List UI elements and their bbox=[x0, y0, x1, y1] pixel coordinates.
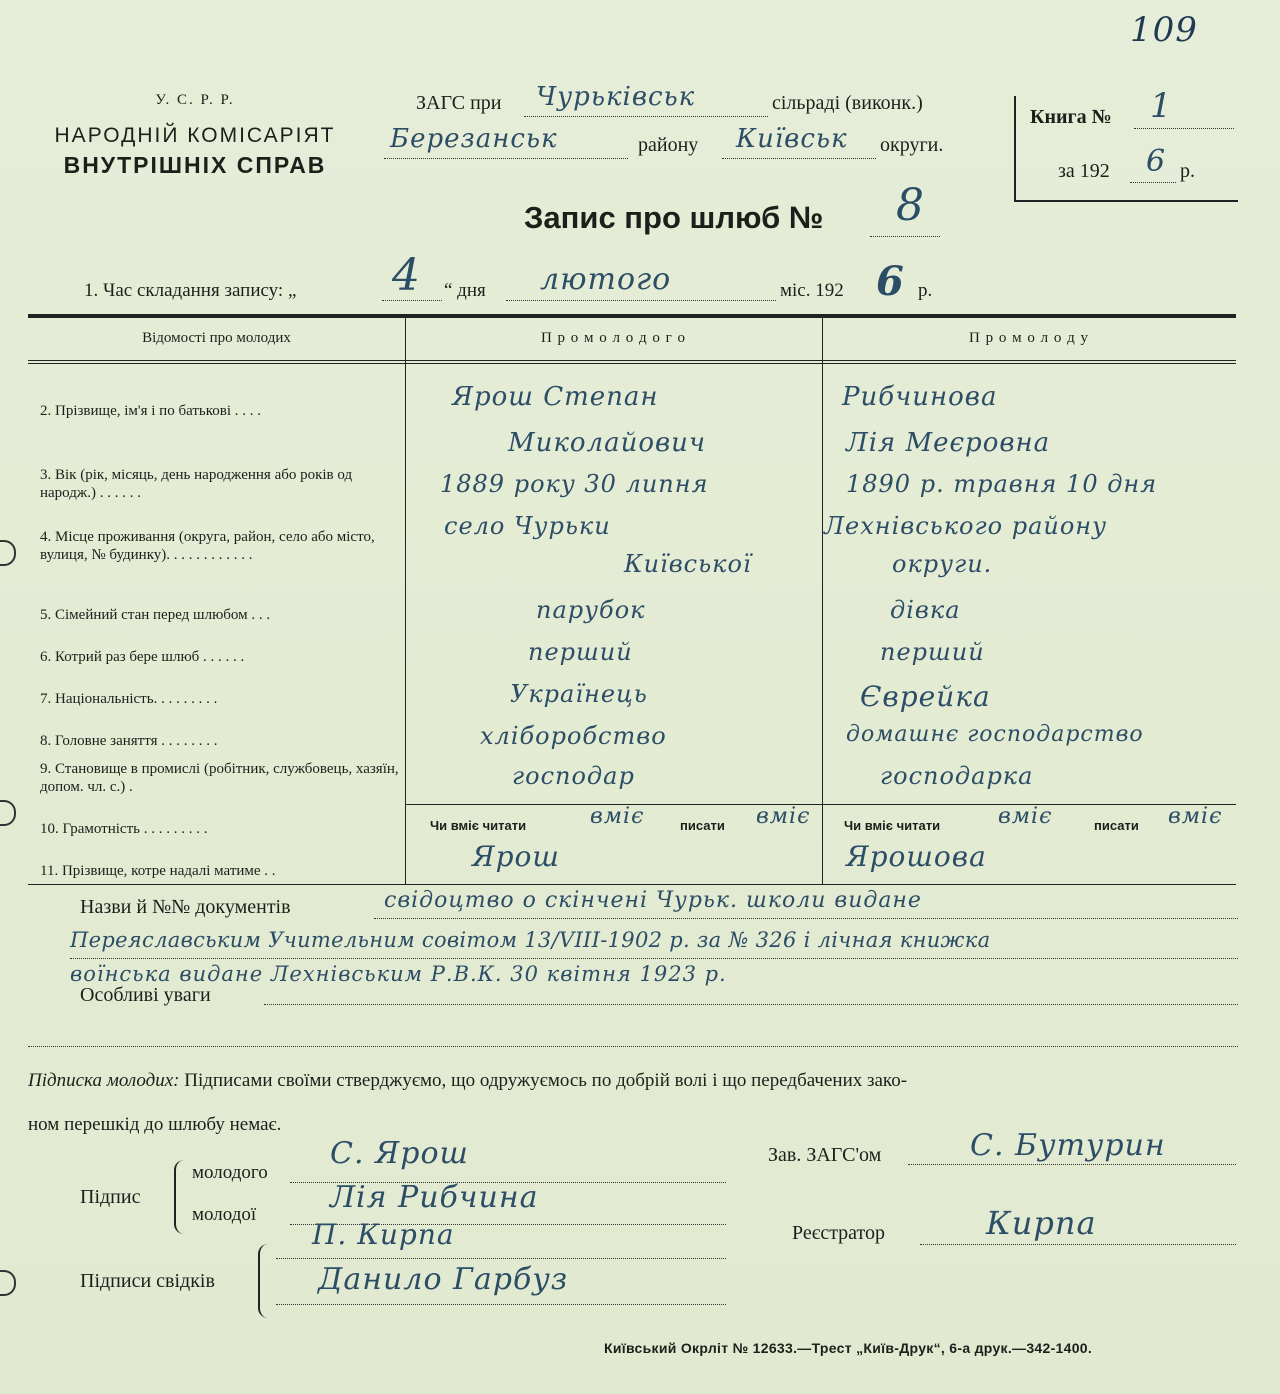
literacy-rule bbox=[405, 804, 1236, 805]
zags-council-label: сільраді (виконк.) bbox=[772, 92, 923, 114]
groom-residence: село Чурьки bbox=[444, 512, 611, 540]
authority-commissariat: НАРОДНІЙ КОМІСАРІЯТ bbox=[54, 124, 336, 147]
zags-okrug-handwritten: Київськ bbox=[736, 124, 848, 154]
signature-groom-handwritten: С. Ярош bbox=[330, 1136, 469, 1171]
punch-hole bbox=[0, 800, 16, 826]
witness-2-line bbox=[276, 1304, 726, 1305]
authority-internal-affairs: ВНУТРІШНІХ СПРАВ bbox=[63, 152, 327, 178]
bride-birth: 1890 р. травня 10 дня bbox=[846, 470, 1158, 498]
page-number: 109 bbox=[1130, 10, 1198, 50]
punch-hole bbox=[0, 1270, 16, 1296]
time-month-line bbox=[506, 300, 776, 301]
row-label-marriage-count: 6. Котрий раз бере шлюб . . . . . . bbox=[40, 649, 245, 665]
witness-1-handwritten: П. Кирпа bbox=[312, 1218, 455, 1251]
groom-name: Ярош Степан bbox=[452, 382, 659, 412]
documents-text-3: воїнська видане Лехнівським Р.В.К. 30 квітня 1923 р. bbox=[70, 962, 727, 986]
groom-write-label: писати bbox=[680, 818, 725, 833]
bride-residence: Лехнівського району bbox=[824, 512, 1108, 540]
time-year-handwritten: 6 bbox=[876, 258, 905, 305]
registrar-handwritten: Кирпа bbox=[986, 1204, 1097, 1242]
col-header-groom: П р о м о л о д о г о bbox=[540, 330, 687, 346]
row-label-occupation: 8. Головне заняття . . . . . . . . bbox=[40, 733, 218, 749]
table-header-rule bbox=[28, 360, 1236, 361]
witness-1-line bbox=[276, 1258, 726, 1259]
book-year-suffix: р. bbox=[1180, 160, 1195, 182]
groom-patronymic: Миколайович bbox=[508, 428, 707, 458]
notes-line-1 bbox=[264, 1004, 1238, 1005]
witness-2-handwritten: Данило Гарбуз bbox=[318, 1262, 569, 1297]
notes-label: Особливі уваги bbox=[80, 984, 211, 1006]
groom-okrug: Київської bbox=[624, 550, 752, 578]
zags-head-line bbox=[908, 1164, 1236, 1165]
bride-future-surname: Ярошова bbox=[846, 840, 987, 873]
bride-write-value: вміє bbox=[1168, 804, 1223, 829]
groom-read-value: вміє bbox=[590, 804, 645, 829]
witnesses-brace bbox=[258, 1244, 270, 1318]
groom-marriage-count: перший bbox=[528, 638, 633, 666]
documents-label: Назви й №№ документів bbox=[80, 896, 291, 918]
registrar-label: Реєстратор bbox=[792, 1222, 886, 1244]
row-label-residence: 4. Місце проживання (округа, район, село або місто, вулиця, № будинку). . . . . . . . . . . . bbox=[40, 529, 375, 563]
groom-future-surname: Ярош bbox=[472, 840, 560, 873]
time-day-handwritten: 4 bbox=[392, 250, 421, 301]
groom-birth: 1889 року 30 липня bbox=[440, 470, 709, 498]
bride-occupation: домашнє господарство bbox=[846, 722, 1144, 747]
table-bottom-rule bbox=[28, 884, 1236, 885]
bride-nationality: Єврейка bbox=[860, 680, 991, 713]
zags-district-handwritten: Березанськ bbox=[390, 124, 558, 154]
documents-text-2: Переяславським Учительним совітом 13/VIII-1902 р. за № 326 і лічная книжка bbox=[70, 928, 991, 952]
signature-label: Підпис bbox=[80, 1186, 141, 1208]
bride-marital: дівка bbox=[890, 596, 961, 624]
declaration-text-2: ном перешкід до шлюбу немає. bbox=[28, 1114, 282, 1135]
groom-nationality: Українець bbox=[510, 680, 648, 708]
col-header-info: Відомості про молодих bbox=[142, 330, 291, 346]
record-number-handwritten: 8 bbox=[896, 180, 925, 231]
row-label-nationality: 7. Національність. . . . . . . . . bbox=[40, 691, 218, 707]
registrar-line bbox=[920, 1244, 1236, 1245]
bride-surname: Рибчинова bbox=[842, 382, 998, 412]
time-month-label: міс. 192 bbox=[780, 280, 844, 301]
time-month-handwritten: лютого bbox=[540, 262, 672, 297]
groom-read-label: Чи вміє читати bbox=[430, 818, 527, 833]
book-year-line bbox=[1130, 182, 1176, 183]
row-label-literacy: 10. Грамотність . . . . . . . . . bbox=[40, 821, 208, 837]
book-number-handwritten: 1 bbox=[1150, 86, 1173, 126]
table-col-divider-2 bbox=[822, 318, 823, 884]
row-label-marital: 5. Сімейний стан перед шлюбом . . . bbox=[40, 607, 271, 623]
groom-marital: парубок bbox=[536, 596, 646, 624]
declaration bbox=[28, 1070, 1238, 1092]
signature-bride-label: молодої bbox=[192, 1204, 257, 1225]
punch-hole bbox=[0, 540, 16, 566]
bride-name: Лія Меєровна bbox=[846, 428, 1051, 458]
groom-occupation: хліборобство bbox=[480, 722, 667, 750]
book-year-prefix: за 192 bbox=[1058, 160, 1110, 182]
zags-okrug-label: округи. bbox=[880, 134, 944, 156]
table-top-rule bbox=[28, 314, 1236, 318]
bride-write-label: писати bbox=[1094, 818, 1139, 833]
authority-ussr: У. С. Р. Р. bbox=[155, 92, 235, 108]
record-title: Запис про шлюб № bbox=[524, 200, 824, 235]
bride-read-value: вміє bbox=[998, 804, 1053, 829]
time-year-suffix: р. bbox=[918, 280, 933, 301]
witnesses-label: Підписи свідків bbox=[80, 1270, 215, 1292]
row-label-status: 9. Становище в промислі (робітник, службовець, хазяїн, допом. чл. с.) . bbox=[40, 761, 399, 795]
groom-status: господар bbox=[512, 762, 635, 790]
zags-head-handwritten: С. Бутурин bbox=[970, 1128, 1166, 1163]
groom-write-value: вміє bbox=[756, 804, 811, 829]
documents-text-1: свідоцтво о скінчені Чурьк. школи видане bbox=[384, 888, 922, 913]
documents-line-1 bbox=[374, 918, 1238, 919]
row-label-name: 2. Прізвище, ім'я і по батькові . . . . bbox=[40, 403, 262, 419]
book-number-line bbox=[1134, 128, 1234, 129]
book-year-handwritten: 6 bbox=[1146, 144, 1167, 179]
zags-village-line bbox=[524, 116, 768, 117]
row-label-surname: 11. Прізвище, котре надалі матиме . . bbox=[40, 863, 276, 879]
signature-bride-handwritten: Лія Рибчина bbox=[330, 1180, 539, 1215]
zags-head-label: Зав. ЗАГС'ом bbox=[768, 1144, 882, 1166]
printer-imprint: Київський Окрліт № 12633.—Трест „Київ-Друк“, 6-а друк.—342-1400. bbox=[604, 1340, 1093, 1356]
bride-status: господарка bbox=[880, 762, 1034, 790]
bride-marriage-count: перший bbox=[880, 638, 985, 666]
col-header-bride: П р о м о л о д у bbox=[969, 330, 1089, 346]
row-label-age: 3. Вік (рік, місяць, день народження або років од народж.) . . . . . . bbox=[40, 467, 353, 501]
record-number-line bbox=[870, 236, 940, 237]
declaration-lead: Підписка молодих: bbox=[28, 1070, 180, 1091]
zags-district-line bbox=[384, 158, 628, 159]
zags-okrug-line bbox=[722, 158, 876, 159]
book-label: Книга № bbox=[1030, 106, 1112, 128]
zags-village-handwritten: Чурьківськ bbox=[536, 82, 696, 112]
declaration-text-1: Підписами своїми стверджуємо, що одружуємось по добрій волі і що передбачених зако- bbox=[184, 1070, 908, 1091]
table-header-rule-2 bbox=[28, 363, 1236, 364]
notes-line-2 bbox=[28, 1046, 1238, 1047]
time-label: 1. Час складання запису: „ bbox=[84, 280, 297, 301]
table-col-divider-1 bbox=[405, 318, 406, 884]
time-day-label: “ дня bbox=[444, 280, 486, 301]
documents-line-2 bbox=[70, 958, 1238, 959]
zags-district-label: району bbox=[638, 134, 699, 156]
signature-groom-label: молодого bbox=[192, 1162, 268, 1183]
bride-read-label: Чи вміє читати bbox=[844, 818, 941, 833]
zags-prefix: ЗАГС при bbox=[416, 92, 502, 114]
signature-brace bbox=[174, 1160, 186, 1234]
bride-okrug: округи. bbox=[892, 550, 993, 578]
